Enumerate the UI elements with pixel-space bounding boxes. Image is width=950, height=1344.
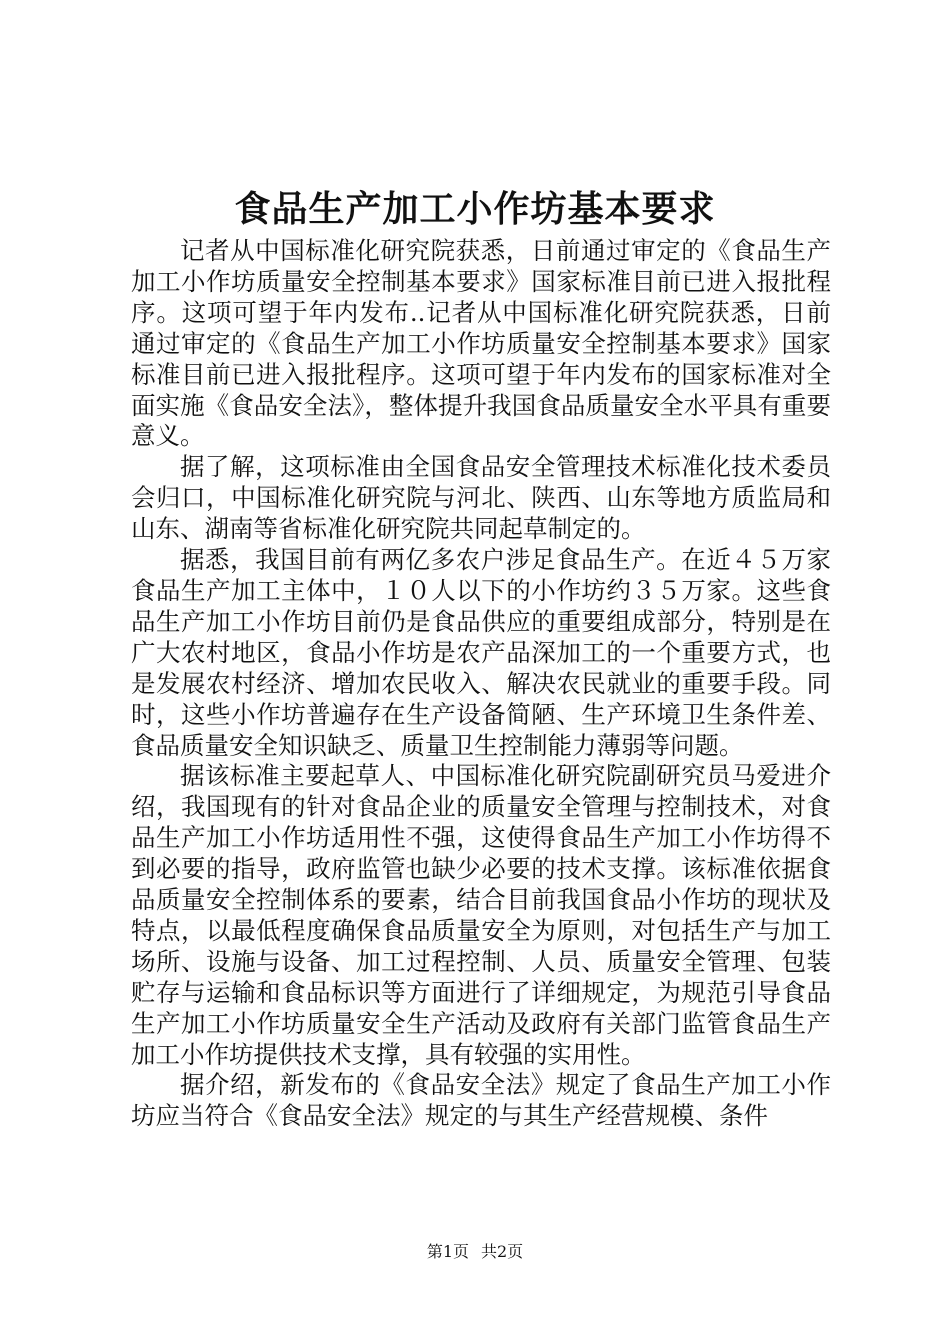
document-title: 食品生产加工小作坊基本要求 xyxy=(234,188,716,230)
paragraph-3: 据悉，我国目前有两亿多农户涉足食品生产。在近４５万家食品生产加工主体中，１０人以下的小作坊约３５万家。这些食品生产加工小作坊目前仍是食品供应的重要组成部分，特别是在广大农村地区，食品小作坊是农产品深加工的一个重要方式，也是发展农村经济、增加农民收入、解决农民就业的重要手段。同时，这些小作坊普遍存在生产设备简陋、生产环境卫生条件差、食品质量安全知识缺乏、质量卫生控制能力薄弱等问题。 xyxy=(131,545,831,760)
paragraph-1: 记者从中国标准化研究院获悉，日前通过审定的《食品生产加工小作坊质量安全控制基本要求》国家标准目前已进入报批程序。这项可望于年内发布..记者从中国标准化研究院获悉，日前通过审定的《食品生产加工小作坊质量安全控制基本要求》国家标准目前已进入报批程序。这项可望于年内发布的国家标准对全面实施《食品安全法》，整体提升我国食品质量安全水平具有重要意义。 xyxy=(131,236,831,451)
page-number: 第1页 xyxy=(426,1242,469,1261)
paragraph-5: 据介绍，新发布的《食品安全法》规定了食品生产加工小作坊应当符合《食品安全法》规定的与其生产经营规模、条件 xyxy=(131,1070,831,1131)
page-total: 共2页 xyxy=(481,1242,524,1261)
paragraph-2: 据了解，这项标准由全国食品安全管理技术标准化技术委员会归口，中国标准化研究院与河北、陕西、山东等地方质监局和山东、湖南等省标准化研究院共同起草制定的。 xyxy=(131,452,831,544)
paragraph-4: 据该标准主要起草人、中国标准化研究院副研究员马爱进介绍，我国现有的针对食品企业的质量安全管理与控制技术，对食品生产加工小作坊适用性不强，这使得食品生产加工小作坊得不到必要的指导，政府监管也缺少必要的技术支撑。该标准依据食品质量安全控制体系的要素，结合目前我国食品小作坊的现状及特点，以最低程度确保食品质量安全为原则，对包括生产与加工场所、设施与设备、加工过程控制、人员、质量安全管理、包装贮存与运输和食品标识等方面进行了详细规定，为规范引导食品生产加工小作坊质量安全生产活动及政府有关部门监管食品生产加工小作坊提供技术支撑，具有较强的实用性。 xyxy=(131,761,831,1069)
page-footer xyxy=(0,1240,950,1264)
document-body xyxy=(131,236,831,1132)
